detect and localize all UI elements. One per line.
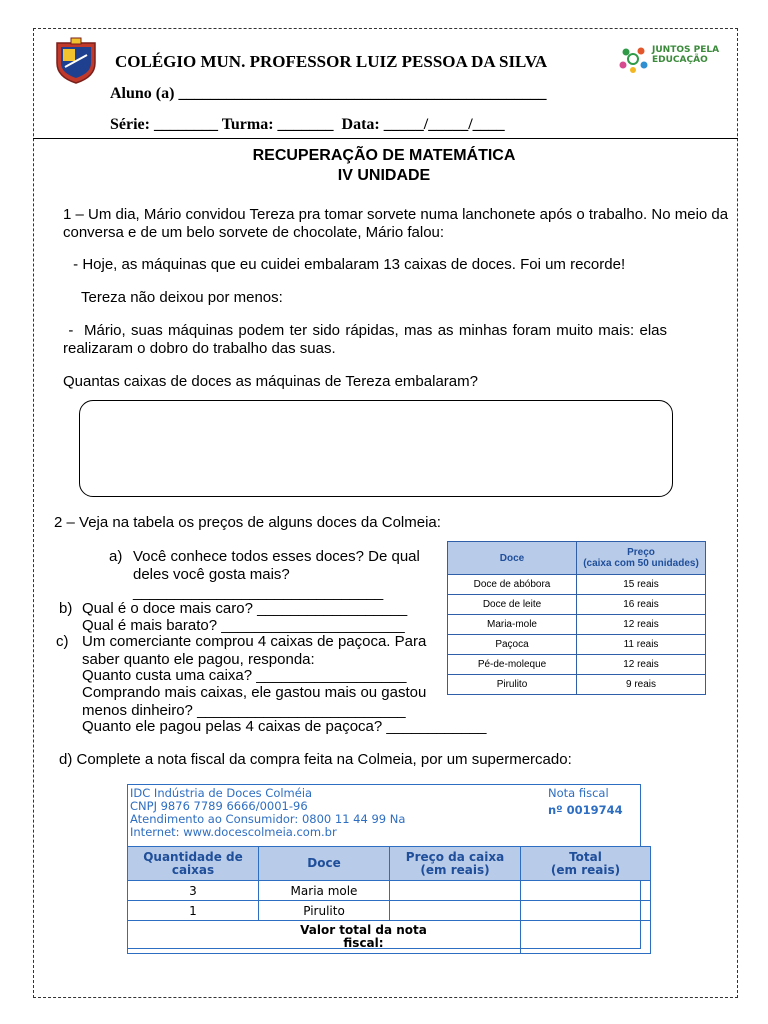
preco-cell: 12 reais <box>577 615 706 635</box>
q1-paragraph-4: - Mário, suas máquinas podem ter sido rápidas, mas as minhas foram muito mais: elas realizaram o dobro do trabalho das suas. <box>63 322 672 357</box>
table-row <box>128 901 651 921</box>
q2b-text-1: Qual é o doce mais caro? __________________ <box>82 600 408 617</box>
doce-cell: Paçoca <box>448 635 577 655</box>
price-table <box>447 541 706 695</box>
price-header-line-2: (caixa com 50 unidades) <box>583 558 699 569</box>
invoice-company: IDC Indústria de Doces Colméia <box>130 786 313 800</box>
header-divider <box>33 138 738 139</box>
q1-paragraph-2: - Hoje, as máquinas que eu cuidei embalaram 13 caixas de doces. Foi um recorde! <box>69 256 626 273</box>
preco-cell: 9 reais <box>577 675 706 695</box>
title-line-1: RECUPERAÇÃO DE MATEMÁTICA <box>252 147 516 164</box>
preco-input-cell[interactable] <box>390 901 521 921</box>
q1-paragraph-3: Tereza não deixou por menos: <box>81 289 283 306</box>
price-header-line-1: Preço <box>627 547 655 558</box>
invoice-table <box>127 846 651 954</box>
table-row <box>448 635 706 655</box>
invoice-header-preco <box>390 847 521 881</box>
page-title <box>0 146 768 186</box>
valor-total-line-2: fiscal: <box>343 936 384 950</box>
q2c-text-1: Um comerciante comprou 4 caixas de paçoca. Para saber quanto ele pagou, responda: <box>82 633 427 668</box>
logo-text-2: EDUCAÇÃO <box>652 55 708 65</box>
invoice-atendimento: Atendimento ao Consumidor: 0800 11 44 99 Na <box>130 812 406 826</box>
doce-cell: Pé-de-moleque <box>448 655 577 675</box>
q2c-label: c) <box>56 633 69 650</box>
preco-cell: 12 reais <box>577 655 706 675</box>
qtd-cell: 1 <box>128 901 259 921</box>
invoice-number: nº 0019744 <box>548 803 623 817</box>
q2a-answer-line[interactable]: ______________________________ <box>133 584 384 601</box>
table-row <box>448 575 706 595</box>
invoice-company-info <box>130 787 405 839</box>
valor-total-label <box>128 921 521 954</box>
doce-cell: Doce de leite <box>448 595 577 615</box>
table-row <box>448 595 706 615</box>
invoice-header-total-1: Total <box>569 849 602 864</box>
valor-total-input-cell[interactable] <box>521 921 651 954</box>
doce-cell: Maria-mole <box>448 615 577 635</box>
doce-cell: Doce de abóbora <box>448 575 577 595</box>
valor-total-line-1: Valor total da nota <box>300 923 427 937</box>
invoice-header-qtd-1: Quantidade de <box>143 849 243 864</box>
q2-intro: 2 – Veja na tabela os preços de alguns doces da Colmeia: <box>54 514 441 531</box>
aluno-field[interactable]: Aluno (a) ______________________________________________ <box>110 85 547 102</box>
invoice-header-preco-2: (em reais) <box>420 862 490 877</box>
total-input-cell[interactable] <box>521 901 651 921</box>
q2c-text-3: Comprando mais caixas, ele gastou mais ou gastou menos dinheiro? _________________________ <box>82 684 427 719</box>
q2b-label: b) <box>59 600 73 617</box>
table-row <box>128 921 651 954</box>
preco-cell: 15 reais <box>577 575 706 595</box>
invoice-number-block <box>548 787 623 817</box>
preco-cell: 11 reais <box>577 635 706 655</box>
invoice-header-doce: Doce <box>259 847 390 881</box>
total-input-cell[interactable] <box>521 881 651 901</box>
preco-cell: 16 reais <box>577 595 706 615</box>
school-name: COLÉGIO MUN. PROFESSOR LUIZ PESSOA DA SILVA <box>115 52 548 71</box>
table-row <box>128 881 651 901</box>
invoice-header-qtd-2: caixas <box>171 862 215 877</box>
doce-cell: Maria mole <box>259 881 390 901</box>
invoice-label: Nota fiscal <box>548 786 609 800</box>
serie-turma-data-field[interactable]: Série: ________ Turma: _______ Data: _____/_____/____ <box>110 116 505 133</box>
price-table-header-doce: Doce <box>448 542 577 575</box>
q1-answer-box[interactable] <box>79 400 673 497</box>
price-table-header-preco <box>577 542 706 575</box>
table-row <box>448 675 706 695</box>
q1-paragraph-1: 1 – Um dia, Mário convidou Tereza pra tomar sorvete numa lanchonete após o trabalho. No meio da conversa e de um belo sorvete de chocolate, Mário falou: <box>63 206 729 241</box>
q2a-text: Você conhece todos esses doces? De qual deles você gosta mais? <box>133 548 420 583</box>
table-row <box>448 615 706 635</box>
q2d-text: d) Complete a nota fiscal da compra feita na Colmeia, por um supermercado: <box>59 751 572 768</box>
school-crest-logo <box>53 37 99 85</box>
q2c-text-2: Quanto custa uma caixa? __________________ <box>82 667 407 684</box>
invoice-cnpj: CNPJ 9876 7789 6666/0001-96 <box>130 799 308 813</box>
invoice-header-preco-1: Preço da caixa <box>405 849 505 864</box>
invoice-header-total-2: (em reais) <box>550 862 621 877</box>
doce-cell: Pirulito <box>259 901 390 921</box>
logo-text-1: JUNTOS PELA <box>652 45 720 55</box>
qtd-cell: 3 <box>128 881 259 901</box>
invoice-internet: Internet: www.docescolmeia.com.br <box>130 825 337 839</box>
invoice-header-qtd <box>128 847 259 881</box>
q2b-text-2: Qual é mais barato? ______________________ <box>82 617 405 634</box>
invoice-header-total <box>521 847 651 881</box>
table-row <box>448 655 706 675</box>
q1-question: Quantas caixas de doces as máquinas de Tereza embalaram? <box>63 373 478 390</box>
q2c-text-4: Quanto ele pagou pelas 4 caixas de paçoca? ____________ <box>82 718 487 735</box>
q2a-label: a) <box>109 548 123 565</box>
doce-cell: Pirulito <box>448 675 577 695</box>
people-circle-icon <box>617 44 651 74</box>
preco-input-cell[interactable] <box>390 881 521 901</box>
title-line-2: IV UNIDADE <box>337 167 431 184</box>
